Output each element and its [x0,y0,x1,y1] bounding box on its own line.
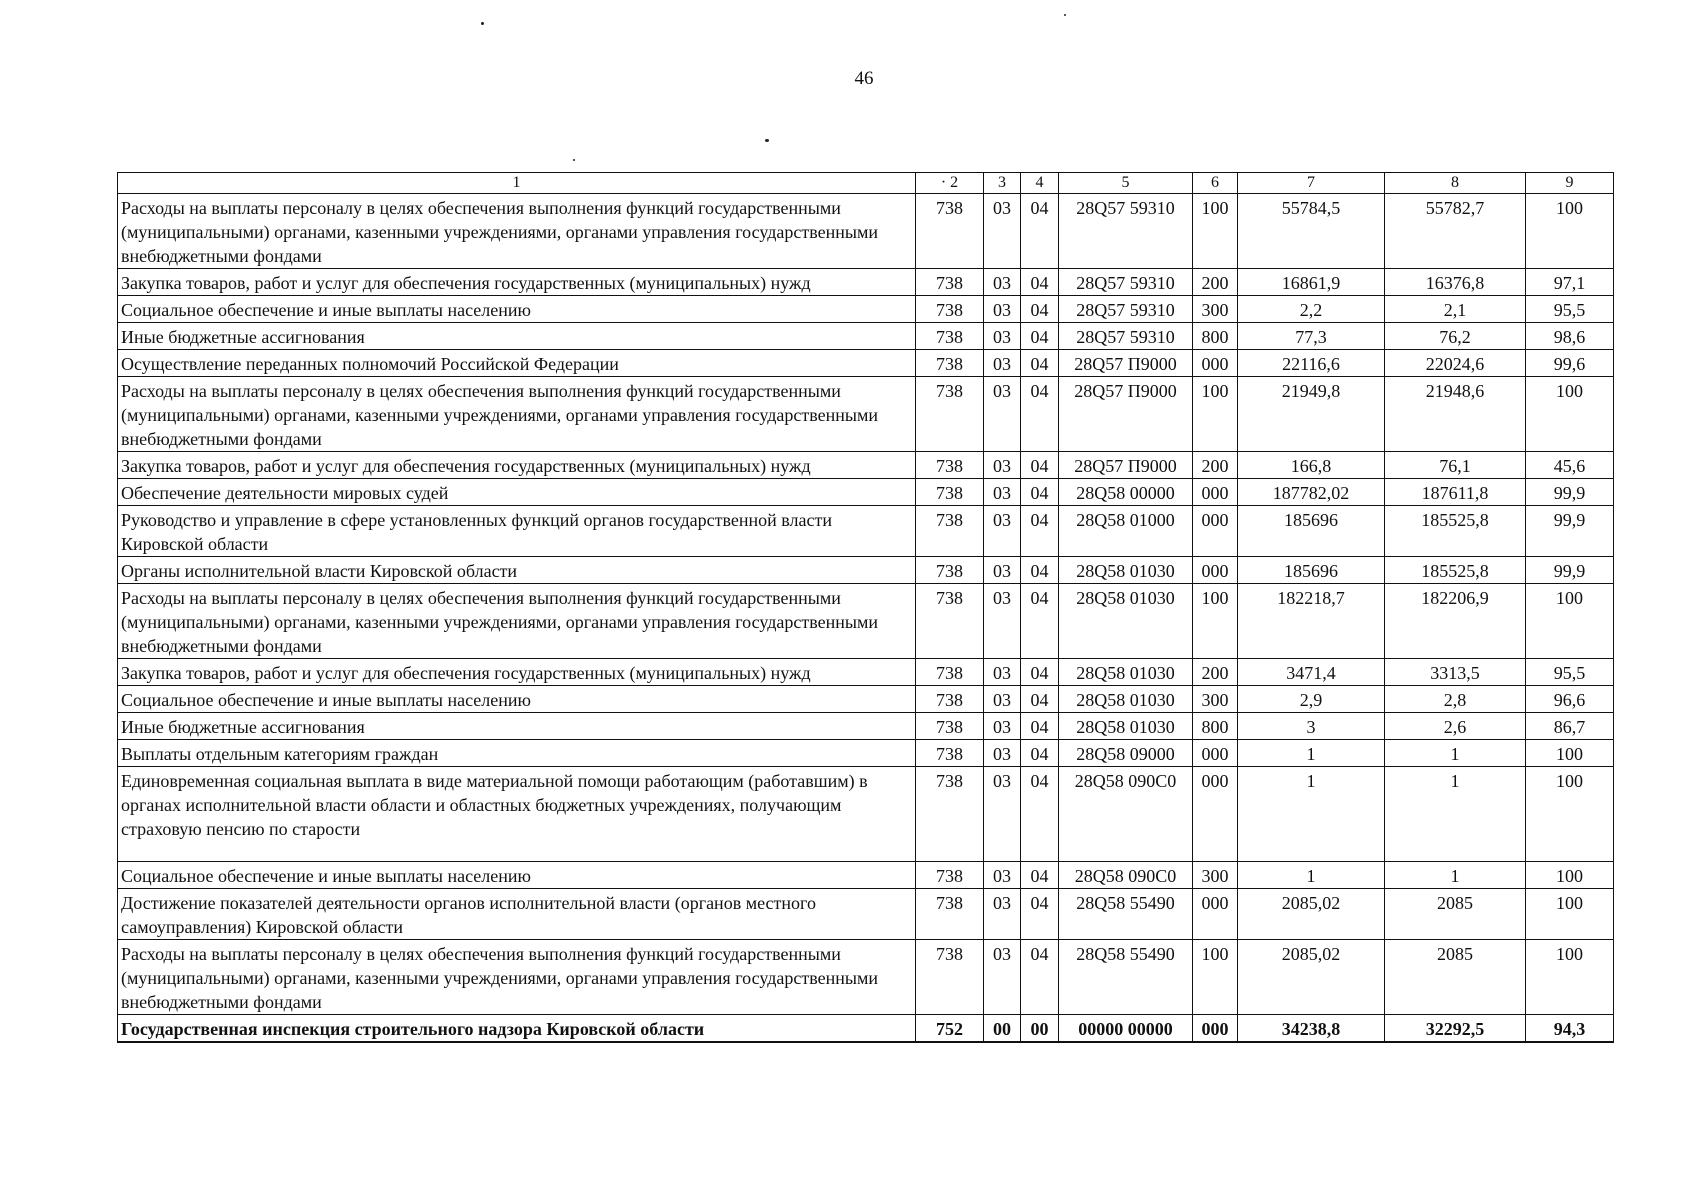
row-code-subsection: 04 [1021,862,1059,889]
header-cell: 3 [984,173,1021,194]
row-actual-value: 1 [1385,862,1526,889]
row-code-expense: 100 [1193,377,1238,452]
row-percent: 100 [1526,584,1614,659]
row-code-section: 03 [984,659,1021,686]
row-code-section: 03 [984,269,1021,296]
row-percent: 94,3 [1526,1015,1614,1043]
row-code-expense: 300 [1193,862,1238,889]
row-actual-value: 55782,7 [1385,194,1526,269]
row-plan-value: 1 [1238,740,1385,767]
row-code-target: 28Q58 55490 [1059,940,1193,1015]
row-code-ministry: 738 [916,377,984,452]
row-code-subsection: 04 [1021,740,1059,767]
row-percent: 95,5 [1526,296,1614,323]
header-cell: 7 [1238,173,1385,194]
table-row [118,269,1614,296]
row-actual-value: 76,2 [1385,323,1526,350]
row-percent: 100 [1526,377,1614,452]
row-code-section: 00 [984,1015,1021,1043]
row-actual-value: 2,1 [1385,296,1526,323]
row-code-target: 28Q58 01030 [1059,713,1193,740]
row-code-expense: 000 [1193,557,1238,584]
row-code-ministry: 752 [916,1015,984,1043]
scan-speck [765,139,769,142]
row-code-target: 28Q58 090C0 [1059,862,1193,889]
row-code-expense: 000 [1193,767,1238,862]
row-code-subsection: 04 [1021,296,1059,323]
row-code-subsection: 04 [1021,269,1059,296]
row-code-section: 03 [984,296,1021,323]
row-code-ministry: 738 [916,557,984,584]
row-code-expense: 800 [1193,323,1238,350]
row-plan-value: 22116,6 [1238,350,1385,377]
row-code-target: 28Q58 01030 [1059,686,1193,713]
row-code-section: 03 [984,323,1021,350]
row-code-ministry: 738 [916,686,984,713]
row-code-target: 28Q58 09000 [1059,740,1193,767]
table-row [118,862,1614,889]
row-code-expense: 300 [1193,686,1238,713]
row-actual-value: 2085 [1385,889,1526,940]
row-code-subsection: 04 [1021,713,1059,740]
row-percent: 99,9 [1526,506,1614,557]
row-plan-value: 182218,7 [1238,584,1385,659]
page-number: 46 [854,68,874,89]
row-percent: 100 [1526,194,1614,269]
row-code-ministry: 738 [916,767,984,862]
row-code-target: 28Q58 55490 [1059,889,1193,940]
row-code-target: 28Q58 01000 [1059,506,1193,557]
row-code-section: 03 [984,377,1021,452]
row-code-subsection: 04 [1021,323,1059,350]
row-actual-value: 76,1 [1385,452,1526,479]
row-plan-value: 166,8 [1238,452,1385,479]
row-code-ministry: 738 [916,506,984,557]
scan-speck [1064,14,1066,16]
scan-speck [573,159,575,161]
row-plan-value: 2085,02 [1238,940,1385,1015]
row-percent: 97,1 [1526,269,1614,296]
row-actual-value: 187611,8 [1385,479,1526,506]
row-percent: 99,9 [1526,479,1614,506]
row-code-target: 28Q57 59310 [1059,323,1193,350]
row-code-target: 28Q58 01030 [1059,584,1193,659]
row-code-expense: 000 [1193,479,1238,506]
row-code-subsection: 00 [1021,1015,1059,1043]
row-name: Иные бюджетные ассигнования [118,323,916,350]
header-cell: 1 [118,173,916,194]
row-percent: 99,9 [1526,557,1614,584]
row-code-section: 03 [984,557,1021,584]
row-name: Расходы на выплаты персоналу в целях обеспечения выполнения функций государственными (муниципальными) органами, казенными учреждениями, органами управления государственными внебюджетными фондами [118,584,916,659]
row-code-section: 03 [984,584,1021,659]
scan-speck [481,22,484,25]
row-name: Расходы на выплаты персоналу в целях обеспечения выполнения функций государственными (муниципальными) органами, казенными учреждениями, органами управления государственными внебюджетными фондами [118,194,916,269]
row-percent: 100 [1526,767,1614,862]
row-plan-value: 2,2 [1238,296,1385,323]
row-code-subsection: 04 [1021,940,1059,1015]
row-code-target: 28Q57 П9000 [1059,452,1193,479]
row-code-target: 28Q57 П9000 [1059,350,1193,377]
row-code-expense: 800 [1193,713,1238,740]
row-actual-value: 185525,8 [1385,557,1526,584]
row-name: Социальное обеспечение и иные выплаты населению [118,862,916,889]
row-code-ministry: 738 [916,479,984,506]
row-percent: 99,6 [1526,350,1614,377]
row-percent: 100 [1526,740,1614,767]
row-code-expense: 000 [1193,889,1238,940]
table-row [118,506,1614,557]
table-row [118,452,1614,479]
row-code-subsection: 04 [1021,557,1059,584]
row-name: Закупка товаров, работ и услуг для обеспечения государственных (муниципальных) нужд [118,269,916,296]
row-code-subsection: 04 [1021,889,1059,940]
header-cell: · 2 [916,173,984,194]
row-code-expense: 200 [1193,452,1238,479]
row-percent: 100 [1526,940,1614,1015]
row-percent: 100 [1526,889,1614,940]
table-body [118,194,1614,1043]
row-actual-value: 16376,8 [1385,269,1526,296]
row-actual-value: 1 [1385,740,1526,767]
table-row [118,889,1614,940]
row-code-section: 03 [984,452,1021,479]
row-code-expense: 000 [1193,1015,1238,1043]
row-code-expense: 200 [1193,659,1238,686]
row-name: Государственная инспекция строительного надзора Кировской области [118,1015,916,1043]
table-row [118,557,1614,584]
header-row [118,173,1614,194]
row-code-subsection: 04 [1021,659,1059,686]
row-code-section: 03 [984,479,1021,506]
row-actual-value: 21948,6 [1385,377,1526,452]
row-code-target: 28Q58 01030 [1059,557,1193,584]
header-cell: 6 [1193,173,1238,194]
row-percent: 96,6 [1526,686,1614,713]
row-plan-value: 2,9 [1238,686,1385,713]
row-code-expense: 300 [1193,296,1238,323]
row-code-subsection: 04 [1021,506,1059,557]
header-cell: 9 [1526,173,1614,194]
table-row [118,194,1614,269]
header-cell: 4 [1021,173,1059,194]
table-row-total [118,1015,1614,1043]
row-actual-value: 22024,6 [1385,350,1526,377]
row-name: Осуществление переданных полномочий Российской Федерации [118,350,916,377]
budget-table [117,172,1614,1043]
row-code-target: 28Q57 59310 [1059,296,1193,323]
row-code-expense: 200 [1193,269,1238,296]
row-name: Обеспечение деятельности мировых судей [118,479,916,506]
row-code-section: 03 [984,767,1021,862]
header-cell: 8 [1385,173,1526,194]
row-code-ministry: 738 [916,452,984,479]
row-actual-value: 32292,5 [1385,1015,1526,1043]
row-code-subsection: 04 [1021,479,1059,506]
row-code-ministry: 738 [916,889,984,940]
row-code-expense: 100 [1193,940,1238,1015]
row-percent: 45,6 [1526,452,1614,479]
table-row [118,659,1614,686]
row-code-ministry: 738 [916,713,984,740]
row-code-expense: 000 [1193,350,1238,377]
row-plan-value: 21949,8 [1238,377,1385,452]
table-row [118,686,1614,713]
row-plan-value: 2085,02 [1238,889,1385,940]
row-code-subsection: 04 [1021,584,1059,659]
row-code-ministry: 738 [916,296,984,323]
row-code-target: 28Q58 090C0 [1059,767,1193,862]
row-actual-value: 182206,9 [1385,584,1526,659]
row-name: Единовременная социальная выплата в виде материальной помощи работающим (работавшим) в органах исполнительной власти области и областных бюджетных учреждениях, получающим страховую пенсию по старости [118,767,916,862]
row-code-target: 28Q57 59310 [1059,269,1193,296]
row-code-subsection: 04 [1021,686,1059,713]
row-code-subsection: 04 [1021,194,1059,269]
row-name: Руководство и управление в сфере установленных функций органов государственной власти Кировской области [118,506,916,557]
row-code-ministry: 738 [916,940,984,1015]
row-name: Расходы на выплаты персоналу в целях обеспечения выполнения функций государственными (муниципальными) органами, казенными учреждениями, органами управления государственными внебюджетными фондами [118,940,916,1015]
row-actual-value: 185525,8 [1385,506,1526,557]
row-code-target: 28Q57 59310 [1059,194,1193,269]
row-plan-value: 3471,4 [1238,659,1385,686]
table-row [118,740,1614,767]
row-code-section: 03 [984,713,1021,740]
row-actual-value: 1 [1385,767,1526,862]
row-percent: 98,6 [1526,323,1614,350]
row-code-ministry: 738 [916,584,984,659]
row-code-target: 28Q58 01030 [1059,659,1193,686]
row-plan-value: 1 [1238,862,1385,889]
row-code-ministry: 738 [916,269,984,296]
row-plan-value: 16861,9 [1238,269,1385,296]
row-name: Достижение показателей деятельности органов исполнительной власти (органов местного самоуправления) Кировской области [118,889,916,940]
row-code-ministry: 738 [916,740,984,767]
row-code-subsection: 04 [1021,767,1059,862]
row-code-subsection: 04 [1021,377,1059,452]
row-code-expense: 000 [1193,506,1238,557]
row-code-target: 00000 00000 [1059,1015,1193,1043]
table-row [118,296,1614,323]
row-name: Закупка товаров, работ и услуг для обеспечения государственных (муниципальных) нужд [118,659,916,686]
row-plan-value: 185696 [1238,506,1385,557]
row-code-expense: 100 [1193,584,1238,659]
row-code-subsection: 04 [1021,350,1059,377]
row-code-section: 03 [984,506,1021,557]
row-percent: 86,7 [1526,713,1614,740]
row-code-section: 03 [984,889,1021,940]
row-code-section: 03 [984,194,1021,269]
row-code-subsection: 04 [1021,452,1059,479]
row-actual-value: 2,6 [1385,713,1526,740]
row-name: Выплаты отдельным категориям граждан [118,740,916,767]
row-code-ministry: 738 [916,194,984,269]
row-code-ministry: 738 [916,350,984,377]
row-actual-value: 2085 [1385,940,1526,1015]
row-name: Органы исполнительной власти Кировской области [118,557,916,584]
table-row [118,377,1614,452]
row-percent: 95,5 [1526,659,1614,686]
row-code-expense: 100 [1193,194,1238,269]
row-name: Закупка товаров, работ и услуг для обеспечения государственных (муниципальных) нужд [118,452,916,479]
row-code-section: 03 [984,940,1021,1015]
header-cell: 5 [1059,173,1193,194]
row-code-expense: 000 [1193,740,1238,767]
table-row [118,584,1614,659]
row-name: Социальное обеспечение и иные выплаты населению [118,296,916,323]
row-code-ministry: 738 [916,659,984,686]
row-actual-value: 2,8 [1385,686,1526,713]
row-plan-value: 1 [1238,767,1385,862]
table-row [118,940,1614,1015]
row-name: Социальное обеспечение и иные выплаты населению [118,686,916,713]
row-plan-value: 34238,8 [1238,1015,1385,1043]
table-row [118,323,1614,350]
table-row [118,767,1614,862]
table-row [118,713,1614,740]
row-code-ministry: 738 [916,323,984,350]
row-plan-value: 77,3 [1238,323,1385,350]
table-row [118,350,1614,377]
row-code-section: 03 [984,740,1021,767]
row-plan-value: 187782,02 [1238,479,1385,506]
row-code-section: 03 [984,686,1021,713]
row-name: Расходы на выплаты персоналу в целях обеспечения выполнения функций государственными (муниципальными) органами, казенными учреждениями, органами управления государственными внебюджетными фондами [118,377,916,452]
row-name: Иные бюджетные ассигнования [118,713,916,740]
table-row [118,479,1614,506]
row-code-target: 28Q57 П9000 [1059,377,1193,452]
row-code-section: 03 [984,862,1021,889]
row-code-ministry: 738 [916,862,984,889]
row-plan-value: 3 [1238,713,1385,740]
row-plan-value: 55784,5 [1238,194,1385,269]
row-code-target: 28Q58 00000 [1059,479,1193,506]
row-code-section: 03 [984,350,1021,377]
row-percent: 100 [1526,862,1614,889]
row-actual-value: 3313,5 [1385,659,1526,686]
row-plan-value: 185696 [1238,557,1385,584]
